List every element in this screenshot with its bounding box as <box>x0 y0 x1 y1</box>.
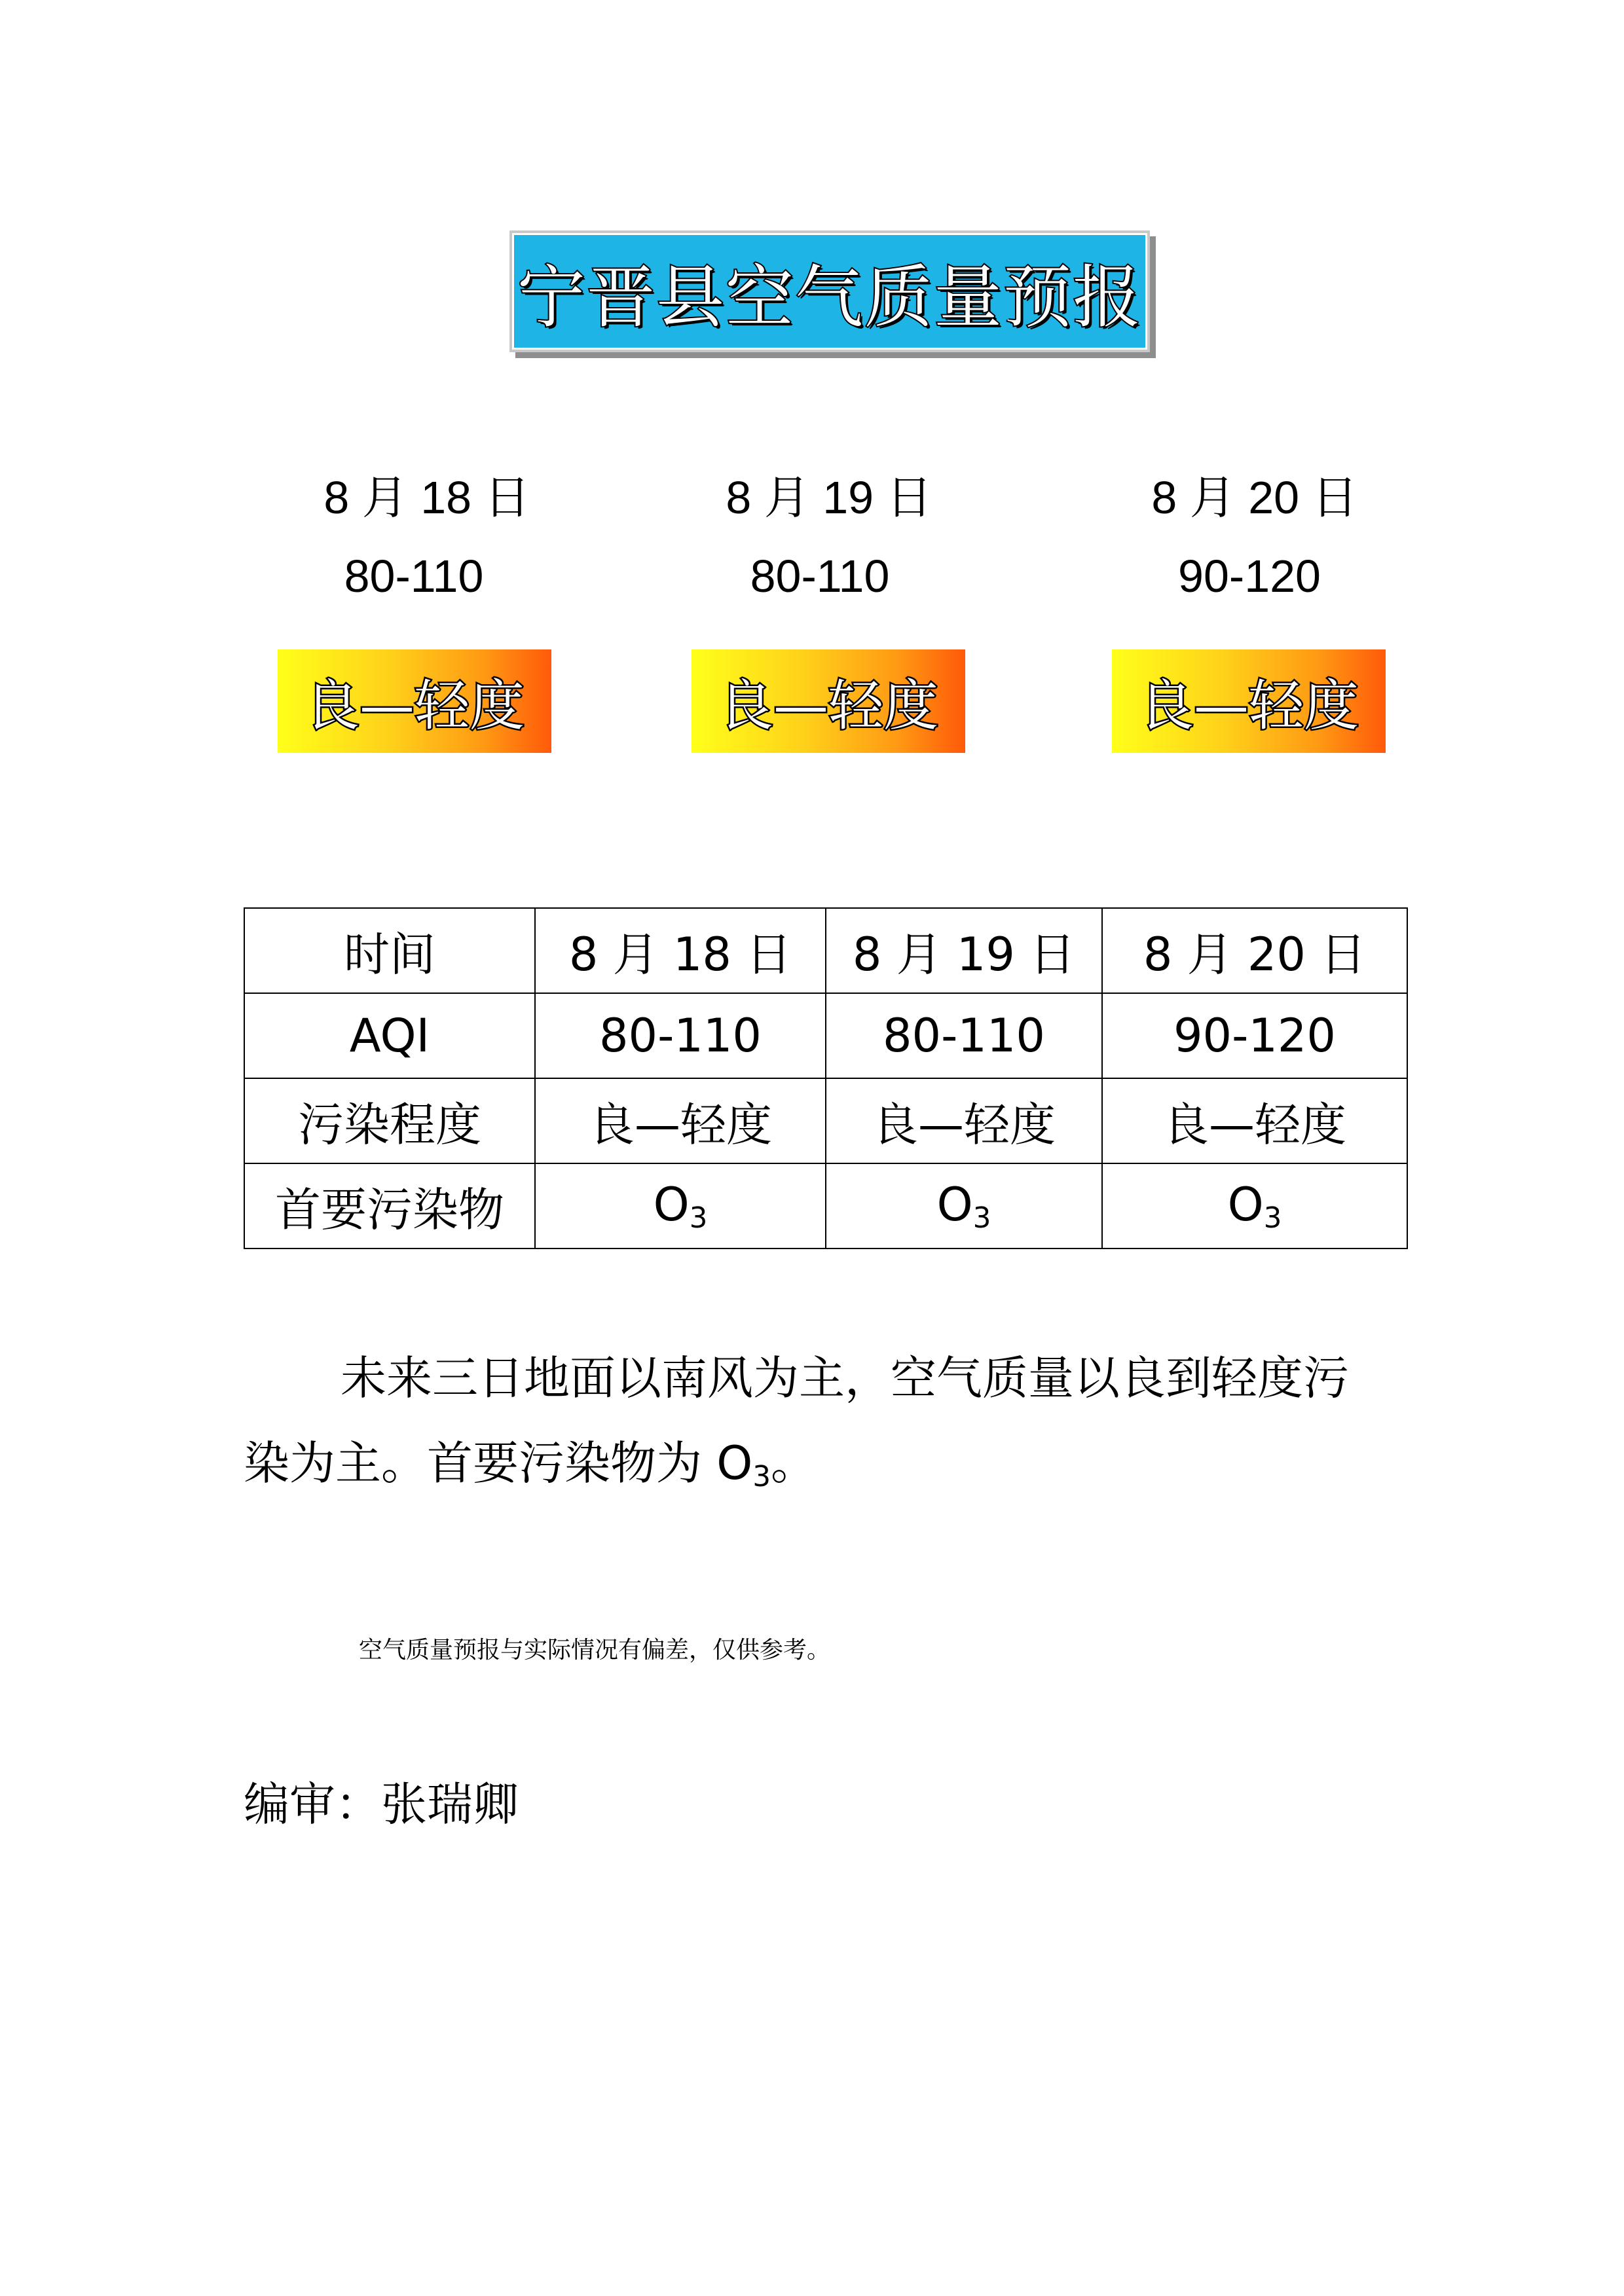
level-badge-2 <box>692 649 965 753</box>
day-aqi-1: 80-110 <box>344 551 484 602</box>
level-badge-1 <box>278 649 551 753</box>
level-badge-text-1: 良—轻度 <box>304 673 525 738</box>
pollutant-subscript: 3 <box>1263 1201 1282 1235</box>
day-date-2: 8 月 19 日 <box>726 472 932 523</box>
title-banner <box>512 233 1147 350</box>
disclaimer-note: 空气质量预报与实际情况有偏差，仅供参考。 <box>359 1637 831 1664</box>
day-date-3: 8 月 20 日 <box>1151 472 1358 523</box>
table-header-row <box>244 908 1407 993</box>
summary-paragraph <box>244 1336 1370 1520</box>
level-badge-text-3: 良—轻度 <box>1138 673 1359 738</box>
table-cell: 80-110 <box>535 993 826 1078</box>
table-header-cell: 8 月 18 日 <box>535 908 826 993</box>
pollutant-formula: O <box>936 1177 973 1231</box>
pollutant-subscript: 3 <box>689 1201 708 1235</box>
table-cell: 良—轻度 <box>1102 1078 1407 1163</box>
level-badge-3 <box>1112 649 1386 753</box>
summary-tail: 。 <box>770 1436 817 1490</box>
table-row <box>244 1163 1407 1248</box>
reviewer-credit: 编审：张瑞卿 <box>244 1777 519 1831</box>
table-row <box>244 1078 1407 1163</box>
day-date-1: 8 月 18 日 <box>323 472 530 523</box>
row-label-aqi: AQI <box>244 993 535 1078</box>
table-header-cell: 8 月 19 日 <box>826 908 1102 993</box>
pollutant-formula: O <box>1227 1177 1264 1231</box>
table-row <box>244 993 1407 1078</box>
table-cell: 80-110 <box>826 993 1102 1078</box>
pollutant-subscript: 3 <box>972 1201 991 1235</box>
table-cell <box>535 1163 826 1248</box>
pollutant-formula: O <box>653 1177 690 1231</box>
row-label-primary-pollutant: 首要污染物 <box>244 1163 535 1248</box>
table-cell: 良—轻度 <box>535 1078 826 1163</box>
table-cell: 90-120 <box>1102 993 1407 1078</box>
table-header-cell: 时间 <box>244 908 535 993</box>
row-label-pollution-level: 污染程度 <box>244 1078 535 1163</box>
table-header-cell: 8 月 20 日 <box>1102 908 1407 993</box>
summary-text: 未来三日地面以南风为主，空气质量以良到轻度污染为主。首要污染物为 O <box>244 1351 1349 1490</box>
table-cell <box>826 1163 1102 1248</box>
table-cell <box>1102 1163 1407 1248</box>
day-aqi-2: 80-110 <box>750 551 890 602</box>
day-aqi-3: 90-120 <box>1178 551 1321 602</box>
forecast-table <box>244 907 1408 1249</box>
summary-subscript: 3 <box>752 1460 771 1493</box>
page-title: 宁晋县空气质量预报 <box>517 257 1142 337</box>
level-badge-text-2: 良—轻度 <box>718 673 938 738</box>
table-cell: 良—轻度 <box>826 1078 1102 1163</box>
